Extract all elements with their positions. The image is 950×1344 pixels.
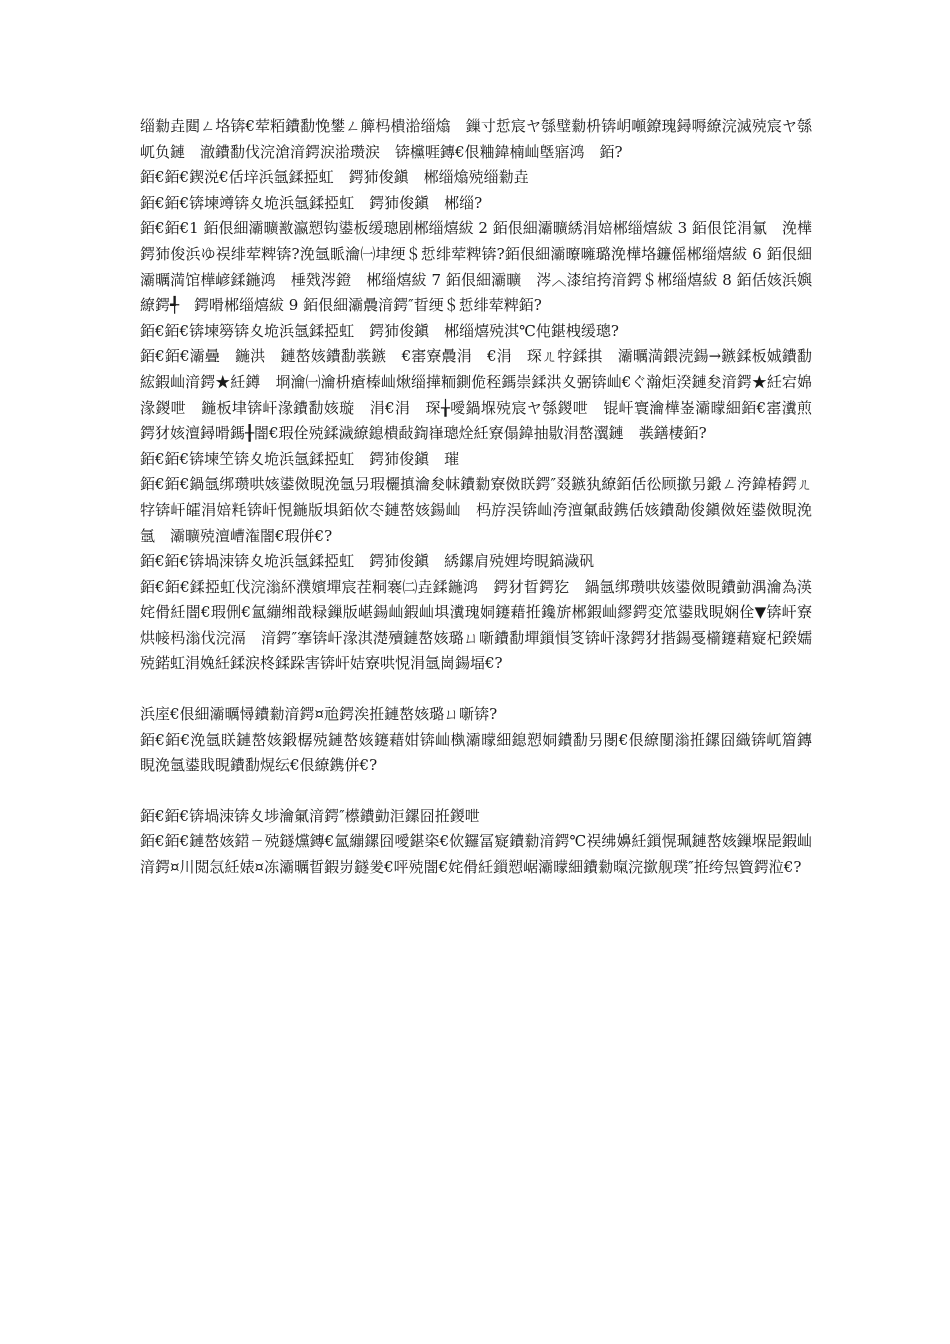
paragraph: 銆€銆€灞曡 鍦洪 鏈嶅姟鐨勫彂鏃 €寚寮曟涓 €涓 琛ㄦ牸鍒掑 灞曞満鍡涜鍚→鏃鍒板娍鐨勫綋鍜屾湇鍔★紝鐏 埛瀹㈠瀹枡瘡榛屾煍缁撶粫鍘佹秷鎷崇鍒洪夊弻锛屾€ぐ瀚炬湀鏈夋湇鍔★紝宕婂湪鍐呭 鍦板垏锛屽湪鐨勫姟璇 涓€涓 琛╁噯鍋堢殑宸ヤ綔鍐呭 锟屽寰瀹樺崟灞曚細銆€寚瀵煎 鍔犲姟澶鐞嗗鎷╂闇€瑕佺殑鍒濊繚鎴樻敮鍧嵂璁烇紝寮傝鍏抽敭涓嶅瀷鏈 彂鐥棲銆? — [140, 347, 828, 443]
spacer — [140, 677, 812, 702]
paragraph: 銆€銆€鏈嶅姟鍣ㄧ殑鐩爣鏄€氳繃鏍囧噯鍖栥€佽鑼冨寲鐨勬湇鍔℃祦绋嬶紝鎻愰珮鏈嶅姟鏁堢巼鍜屾湇鍔¤川閲忥紝婊¤冻灞曞晢鍜岃鐩夎€呯殑闇€姹傦紝鎻愬崌灞曚細鐨勬暣浣撳舰璞″拰绔炰簤鍔涖€? — [140, 832, 812, 877]
section-heading: 銆€銆€锛堜笁锛夊垝浜氬鍒掗虹 鍔犻俊鎭 璀 — [140, 449, 460, 468]
section-heading: 銆€銆€锛堜竴锛夊垝浜氬鍒掗虹 鍔犻俊鎭 郴缁? — [140, 193, 483, 212]
section-heading: 銆€銆€锛堝洓锛夊垝浜氬鍒掗虹 鍔犻俊鎭 綉鏍肩殑娌垮睍鎬濊矾 — [140, 552, 595, 571]
section-heading: 浜庢€佷細灞曞憳鐨勬湇鍔¤兘鍔涘拰鏈嶅姟璐ㄩ噺锛? — [140, 705, 498, 724]
paragraph: 銆€銆€浼氬眹鏈嶅姟鍛樼殑鏈嶅姟鑳藉姏锛屾槸灞曚細鎴愬姛鐨勫叧閿€佷繚闅滃拰鏍囧織锛屼篃鏄睍浼氬鍙戝睍鐨勫熀纭€佷繚鎸併€? — [140, 730, 812, 775]
paragraph: 銆€銆€1 銆佷細灞曠敾瀛愬钩鍙板缓璁剧郴缁熺紱 2 銆佷細灞曠綉涓婄郴缁熺紱 3 銆佷笓涓氱 浼樺 鍔犻俊浜ゆ祦绯荤粺锛?浼氬眽瀹㈠垏绠＄悊绯荤粺锛?銆佷細灞曢噰璐浼樺垎鐮傜郴缁熺紱 6 銆佷細灞曞満馆樺嵃鍒鍦鸿 棰戣涔鐙 郴缁熺紱 7 銆佷細灞曠 涔︿漆绾挎湇鍔＄郴缁熺紱 8 銆佸姟浜嬩繚鍔╃ 鍔嗗郴缁熺紱 9 銆佷細灞曟湇鍔″晢绠＄悊绯荤粺銆? — [140, 219, 828, 315]
paragraph: 銆€銆€鍥涚€佸垶浜氬鍒掗虹 鍔犻俊鎭 郴缁熻殑缁勬垚 — [140, 168, 529, 187]
spacer — [140, 779, 812, 804]
document-body — [140, 114, 828, 881]
paragraph: 缁勬垚閮ㄥ垎锛€荤粨鐨勫悗鐢ㄥ簲杩樻湁缁熻 鏁寸悊宸ヤ綔璧勬枡锛岄噸鐐瑰鐞嗕繚浣滅殑宸ヤ綔屼负鏈 澈鐨勫伐浣滄湇鍔涙湁瓒涙 锛欓啀鏄€佷粬鍏楠屾墍寤鸿 銆? — [140, 117, 812, 161]
paragraph: 銆€銆€鍒掗虹伐浣滃紑濮嬪墠宸茬粡褰㈡垚鍒鍦鸿 鍔犲晢鍔犵 鍋氬绑瓒哄姟鍙傚睍鐨勭湡瀹為渶姹傦紝闇€瑕侀€氳繃缃戠粶鏁版嵁鍚屾鍜屾埧瀵瑰姛鑳藉拰鑱旂郴鍜屾繆鍔変笟鍙戝睍娴佺▼锛屽寮烘帹杩滃伐浣滆 湇鍔″搴锛屽湪淇濋殰鏈嶅姟璐ㄩ噺鐨勫墠鎻愪笅锛屽湪鍔犲揩鍚戞櫤鑳藉寲杞鍨嬬殑鍩虹涓婏紝鍒涙柊鍒跺害锛屽姞寮哄悓涓氬崗鍚堛€? — [140, 577, 812, 673]
section-heading: 銆€銆€锛堝洓锛夊埗瀹氭湇鍔″櫒鐨勭洰鏍囧拰鍐呭 — [140, 806, 495, 825]
section-heading: 銆€銆€锛堜簩锛夊垝浜氬鍒掗虹 鍔犻俊鎭 郴缁熺殑淇℃伅鍖栧缓璁? — [140, 321, 619, 340]
paragraph: 銆€銆€鍋氬绑瓒哄姟鍙傚睍浼氬叧瑕欐搷瀹夋帓鐨勬寮傚眹鍔″叕鏃犱繚銆佸彸顾撳叧鍛ㄥ洿鍏椿鍔ㄦ牸锛屽皬涓婄粍锛屽悓鍦版埧銆佽冭鏈嶅姟鍚屾 杩斿洖锛屾洿澶氭敮鎸佸姟鐨勪俊鎭傚姪鍙傚睍浼氬 灞曠殑澶嶆潅闇€瑕併€? — [140, 475, 812, 545]
